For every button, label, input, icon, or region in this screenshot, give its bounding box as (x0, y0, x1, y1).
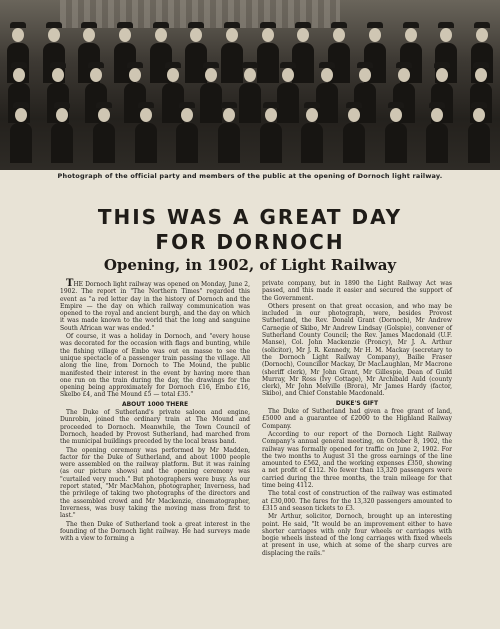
article-paragraph: The opening ceremony was performed by Mr Madden, factor for the Duke of Sutherland, and about 1000 people were assembled on the railway platform. But it was raining (as our picture shows) and the opening ceremony was "curtailed very much." But photographers were busy. As our report stated, "Mr MacMahon, photographer, Inverness, had the privilege of taking two photographs of the directors and the assembled crowd and Mr Mackenzie, cinematographer, Inverness, was busy taking the moving mass from first to last." (60, 446, 250, 520)
headline-line-1: THIS WAS A GREAT DAY (97, 205, 403, 229)
section-subheading: DUKE'S GIFT (335, 399, 379, 407)
article-paragraph: The Duke of Sutherland had given a free grant of land, £5000 and a guarantee of £2000 to the Highland Railway Company. (262, 408, 452, 430)
article-column-left (60, 280, 250, 543)
headline-line-2: FOR DORNOCH (155, 230, 345, 254)
article-paragraph: private company, but in 1890 the Light Railway Act was passed, and this made it easier and secured the support of the Government. (262, 280, 452, 302)
article-paragraph: Of course, it was a holiday in Dornoch, and "every house was decorated for the occasion with flags and bunting, while the fishing village of Embo was out en masse to see the unique spectacle of a passenger train passing the village. All along the line, from Dornoch to The Mound, the public manifested their interest in the event by having more than one run on the train during the day, the drawings for the opening being approximately for Dornoch £16, Embo £16, Skelbo £4, and The Mound £5 — total £35." (60, 333, 250, 399)
article-paragraph: Mr Arthur, solicitor, Dornoch, brought up an interesting point. He said, "It would be an improvement either to have shorter carriages with only four wheels or carriages with bogie wheels instead of the long carriages with fixed wheels at present in use, which at some of the sharp curves are displacing the rails." (262, 513, 452, 557)
article-paragraph: According to our report of the Dornoch Light Railway Company's annual general meeting, on October 8, 1902, the railway was formally opened for traffic on June 2, 1902. For the two months to August 31 the gross earnings of the line amounted to £562, and the working expenses £350, showing a net profit of £112. No fewer than 13,320 passengers were carried during the three months, the train mileage for that time being 4112. (262, 430, 452, 490)
photo-caption: Photograph of the official party and members of the public at the opening of Dornoch light railway. (57, 172, 443, 180)
section-subheading: ABOUT 1000 THERE (121, 400, 189, 408)
article-paragraph: THE Dornoch light railway was opened on Monday, June 2, 1902. The report in "The Northern Times" regarded this event as "a red letter day in the history of Dornoch and the Empire — the day on which railway communication was opened to the royal and ancient burgh, and the day on which it was made known to the world that the long and sanguine South African war was ended." (60, 278, 250, 332)
article-column-right (262, 280, 452, 558)
photo-front-row (0, 102, 500, 163)
article-paragraph: The Duke of Sutherland's private saloon and engine, Dunrobin, joined the ordinary train at The Mound and proceeded to Dornoch. Meanwhile, the Town Council of Dornoch, headed by Provost Sutherland, had marched from the municipal buildings preceded by the local brass band. (60, 409, 250, 446)
article-paragraph: Others present on that great occasion, and who may be included in our photograph, were, besides Provost Sutherland, the Rev. Donald Grant (Dornoch), Mr Andrew Carnegie of Skibo, Mr Andrew Lindsay (Golspie), convener of Sutherland County Council; the Rev. James Macdonald (U.F. Manse), Col. John Mackenzie (Proncy), Mr J. A. Arthur (solicitor), Mr J. R. Kennedy, Mr H. M. Mackay (secretary to the Dornoch Light Railway Company), Bailie Fraser (Dornoch), Councillor Mackay, Dr MacLaughlan, Mr Macrone (sheriff clerk), Mr John Grant, Mr Gillespie, Dean of Guild Murray, Mr Ross (Ivy Cottage), Mr Archibald Auld (county clerk), Mr John Melville (Brora), Mr James Hardy (factor, Skibo), and Chief Constable Macdonald. (262, 302, 452, 398)
article-paragraph: The total cost of construction of the railway was estimated at £30,000. The fares for the 13,320 passengers amounted to £315 and season tickets to £3. (262, 490, 452, 512)
article-paragraph: The then Duke of Sutherland took a great interest in the founding of the Dornoch light railway. He had surveys made with a view to forming a (60, 520, 250, 543)
subheadline: Opening, in 1902, of Light Railway (103, 256, 397, 274)
group-photograph (0, 0, 500, 170)
